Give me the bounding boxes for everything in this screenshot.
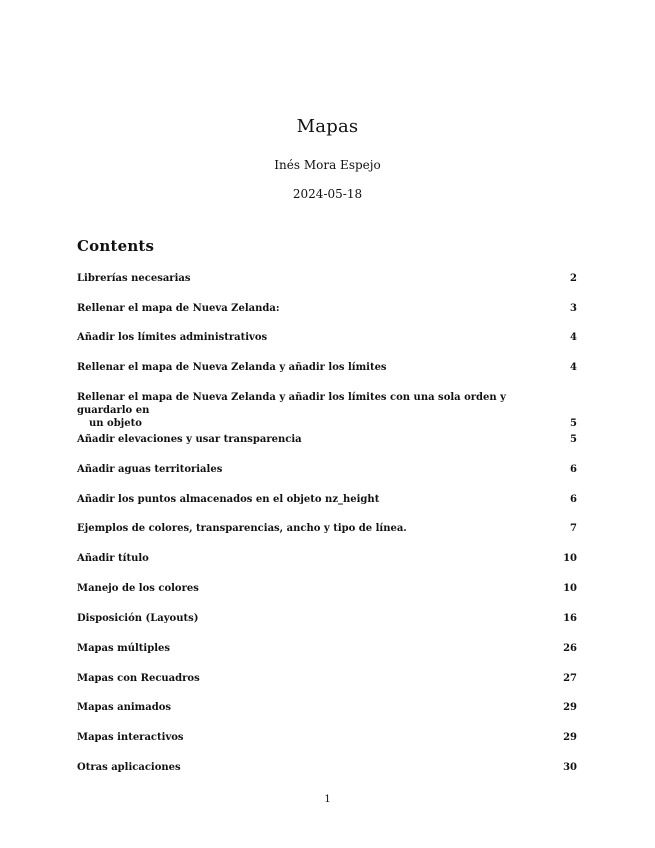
toc-entry[interactable]: [77, 433, 577, 446]
toc-entry-label: Añadir título: [77, 553, 149, 564]
toc-entry[interactable]: [77, 731, 577, 744]
toc-entry[interactable]: [77, 582, 577, 595]
toc-entry-label-line2: un objeto: [89, 418, 142, 429]
toc-entry-page: 4: [570, 332, 577, 343]
toc-entry[interactable]: [77, 701, 577, 714]
toc-entry-page: 29: [563, 702, 577, 713]
toc-entry-label: Añadir aguas territoriales: [77, 464, 223, 475]
toc-entry-label: Mapas con Recuadros: [77, 673, 200, 684]
toc-entry[interactable]: [77, 331, 577, 344]
toc-entry-label: Añadir los límites administrativos: [77, 332, 268, 343]
toc-entry[interactable]: [77, 642, 577, 655]
toc-entry-label: Rellenar el mapa de Nueva Zelanda:: [77, 303, 280, 314]
toc-entry[interactable]: [77, 272, 577, 285]
toc-entry-page: 16: [563, 613, 577, 624]
toc-entry-page: 5: [570, 434, 577, 445]
toc-entry[interactable]: [77, 672, 577, 685]
toc-entry[interactable]: [77, 761, 577, 774]
toc-entry-label: Disposición (Layouts): [77, 613, 199, 624]
toc-entry-page: 4: [570, 362, 577, 373]
toc-entry-page: 6: [570, 494, 577, 505]
toc-entry-page: 6: [570, 464, 577, 475]
toc-entry[interactable]: [77, 361, 577, 374]
document-title: Mapas: [296, 116, 359, 137]
toc-entry-page: 30: [563, 762, 577, 773]
toc-entry-page: 27: [563, 673, 577, 684]
toc-entry-label: Manejo de los colores: [77, 583, 199, 594]
document-author: Inés Mora Espejo: [274, 158, 381, 172]
toc-entry-label: Ejemplos de colores, transparencias, ancho y tipo de línea.: [77, 523, 407, 534]
page-number: 1: [324, 794, 331, 805]
toc-entry-page: 10: [563, 583, 577, 594]
toc-entry[interactable]: [77, 302, 577, 315]
toc-entry[interactable]: [77, 612, 577, 625]
toc-entry-page: 10: [563, 553, 577, 564]
toc-entry-label: Añadir elevaciones y usar transparencia: [77, 434, 302, 445]
toc-entry-page: 2: [570, 273, 577, 284]
contents-heading: Contents: [77, 237, 155, 255]
toc-entry-page: 29: [563, 732, 577, 743]
toc-entry-label: Mapas animados: [77, 702, 172, 713]
toc-entry-page: 26: [563, 643, 577, 654]
toc-entry-page: 5: [570, 418, 577, 429]
toc-entry-label: Añadir los puntos almacenados en el objeto nz_height: [77, 494, 380, 505]
toc-entry-page: 3: [570, 303, 577, 314]
toc-entry-label: Mapas interactivos: [77, 732, 184, 743]
toc-entry-label: [77, 391, 563, 430]
toc-entry[interactable]: [77, 391, 577, 430]
toc-entry-page: 7: [570, 523, 577, 534]
toc-entry[interactable]: [77, 552, 577, 565]
toc-entry-label: Otras aplicaciones: [77, 762, 181, 773]
toc-entry-label: Mapas múltiples: [77, 643, 170, 654]
document-date: 2024-05-18: [292, 187, 363, 201]
toc-entry-label-line1: Rellenar el mapa de Nueva Zelanda y añadir los límites con una sola orden y guardarlo en: [77, 392, 506, 416]
toc-entry-label: Librerías necesarias: [77, 273, 191, 284]
toc-entry[interactable]: [77, 522, 577, 535]
toc-entry[interactable]: [77, 493, 577, 506]
toc-entry-label: Rellenar el mapa de Nueva Zelanda y añadir los límites: [77, 362, 387, 373]
toc-entry[interactable]: [77, 463, 577, 476]
